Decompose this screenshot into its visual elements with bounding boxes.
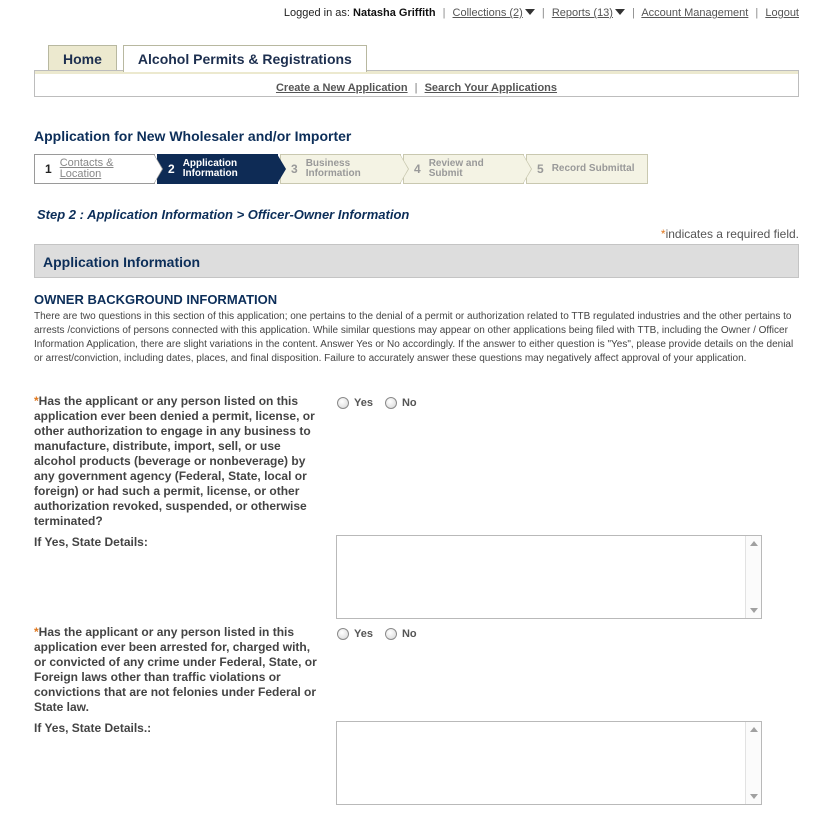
- radio-yes-option[interactable]: [337, 397, 373, 409]
- step-label: Record Submittal: [551, 163, 635, 174]
- step-number: 2: [168, 162, 175, 176]
- reports-dropdown-icon[interactable]: [615, 9, 625, 15]
- wizard-step-review: [403, 154, 524, 184]
- sub-navigation: [34, 70, 799, 97]
- scrollbar[interactable]: [745, 722, 761, 804]
- radio-yes-label: Yes: [354, 397, 373, 409]
- user-name: Natasha Griffith: [353, 7, 436, 19]
- step-arrow-fill: [277, 155, 285, 183]
- required-note-text: indicates a required field.: [665, 227, 799, 241]
- radio-no-label: No: [401, 397, 417, 409]
- reports-link[interactable]: Reports (13): [551, 7, 613, 19]
- step-number: 3: [291, 162, 298, 176]
- collections-dropdown-icon[interactable]: [525, 9, 535, 15]
- question-text: Has the applicant or any person listed on this application ever been denied a permit, license, or other authorization to engage in any business to manufacture, distribute, import, sell, or use alcohol products (beverage or nonbeverage) by any government agency (Federal, State, local or foreign) or had such a permit, license, or other authorization revoked, suspended, or otherwise terminated?: [34, 394, 315, 528]
- step-arrow-fill: [400, 155, 408, 183]
- arrested-details-textarea[interactable]: [336, 721, 762, 805]
- radio-no-option[interactable]: [385, 397, 417, 409]
- arrested-radio-group: [337, 628, 417, 640]
- page-title: Application for New Wholesaler and/or Importer: [34, 128, 352, 144]
- section-header: Application Information: [34, 244, 799, 278]
- account-management-link[interactable]: Account Management: [641, 7, 749, 19]
- details-label: If Yes, State Details:: [34, 535, 148, 549]
- create-application-link[interactable]: Create a New Application: [275, 82, 408, 94]
- step-label: [60, 158, 114, 180]
- radio-no-option[interactable]: [385, 628, 417, 640]
- scroll-down-icon[interactable]: [750, 794, 758, 799]
- required-asterisk: *: [34, 625, 39, 639]
- radio-yes[interactable]: [337, 628, 349, 640]
- tab-home[interactable]: Home: [48, 45, 117, 71]
- required-asterisk: *: [34, 394, 39, 408]
- logout-link[interactable]: Logout: [765, 7, 799, 19]
- collections-link[interactable]: Collections (2): [452, 7, 523, 19]
- separator: |: [755, 7, 759, 19]
- denied-permit-radio-group: [337, 397, 417, 409]
- radio-no[interactable]: [385, 628, 397, 640]
- radio-no-label: No: [401, 628, 417, 640]
- step-arrow-fill: [154, 155, 162, 183]
- step-link[interactable]: Contacts & Location: [59, 157, 114, 180]
- scroll-up-icon[interactable]: [750, 541, 758, 546]
- separator: |: [632, 7, 635, 19]
- search-applications-link[interactable]: Search Your Applications: [424, 82, 558, 94]
- step-label: Business Information: [305, 158, 361, 179]
- scroll-down-icon[interactable]: [750, 608, 758, 613]
- step-label: Review and Submit: [428, 158, 484, 179]
- owner-background-title: OWNER BACKGROUND INFORMATION: [34, 292, 278, 307]
- step-number: 1: [45, 162, 52, 176]
- question-denied-permit: [34, 394, 324, 529]
- step-arrow-fill: [523, 155, 531, 183]
- owner-background-intro: There are two questions in this section of this application; one pertains to the denial of a permit or authorization related to TTB regulated industries and the other pertains to arrests /convictions of persons connected with this application. While similar questions may appear on other applications being filed with TTB, including the Owner / Officer Information Application, there are slight variations in the content. Answer Yes or No accordingly. If the answer to either question is "Yes", please provide details on the denial or arrest/conviction, including dates, places, and final disposition. Failure to accurately answer these questions may negatively affect approval of your application.: [34, 311, 794, 364]
- wizard-step-application-info: [157, 154, 278, 184]
- details-label: If Yes, State Details.:: [34, 721, 152, 735]
- step-heading: Step 2 : Application Information > Officer-Owner Information: [37, 207, 410, 222]
- radio-no[interactable]: [385, 397, 397, 409]
- wizard-step-contacts[interactable]: [34, 154, 155, 184]
- question-arrested: [34, 625, 324, 715]
- main-tabs: [48, 45, 367, 72]
- step-label: Application Information: [182, 158, 238, 179]
- tab-alcohol-permits[interactable]: Alcohol Permits & Registrations: [123, 45, 367, 72]
- required-asterisk: *: [660, 227, 666, 241]
- user-bar: [284, 7, 799, 19]
- radio-yes-label: Yes: [354, 628, 373, 640]
- scroll-up-icon[interactable]: [750, 727, 758, 732]
- required-field-note: [661, 227, 799, 241]
- separator: |: [414, 82, 418, 94]
- wizard-steps: [34, 154, 650, 184]
- separator: |: [541, 7, 545, 19]
- question-text: Has the applicant or any person listed in this application ever been arrested for, charged with, or convicted of any crime under Federal, State, or Foreign laws other than traffic violations or convictions that are not felonies under Federal or State law.: [34, 625, 317, 714]
- step-number: 5: [537, 162, 544, 176]
- radio-yes-option[interactable]: [337, 628, 373, 640]
- separator: |: [442, 7, 446, 19]
- scrollbar[interactable]: [745, 536, 761, 618]
- wizard-step-business-info: [280, 154, 401, 184]
- denied-permit-details-textarea[interactable]: [336, 535, 762, 619]
- wizard-step-record-submittal: [526, 154, 648, 184]
- step-number: 4: [414, 162, 421, 176]
- radio-yes[interactable]: [337, 397, 349, 409]
- logged-in-label: Logged in as:: [283, 7, 350, 19]
